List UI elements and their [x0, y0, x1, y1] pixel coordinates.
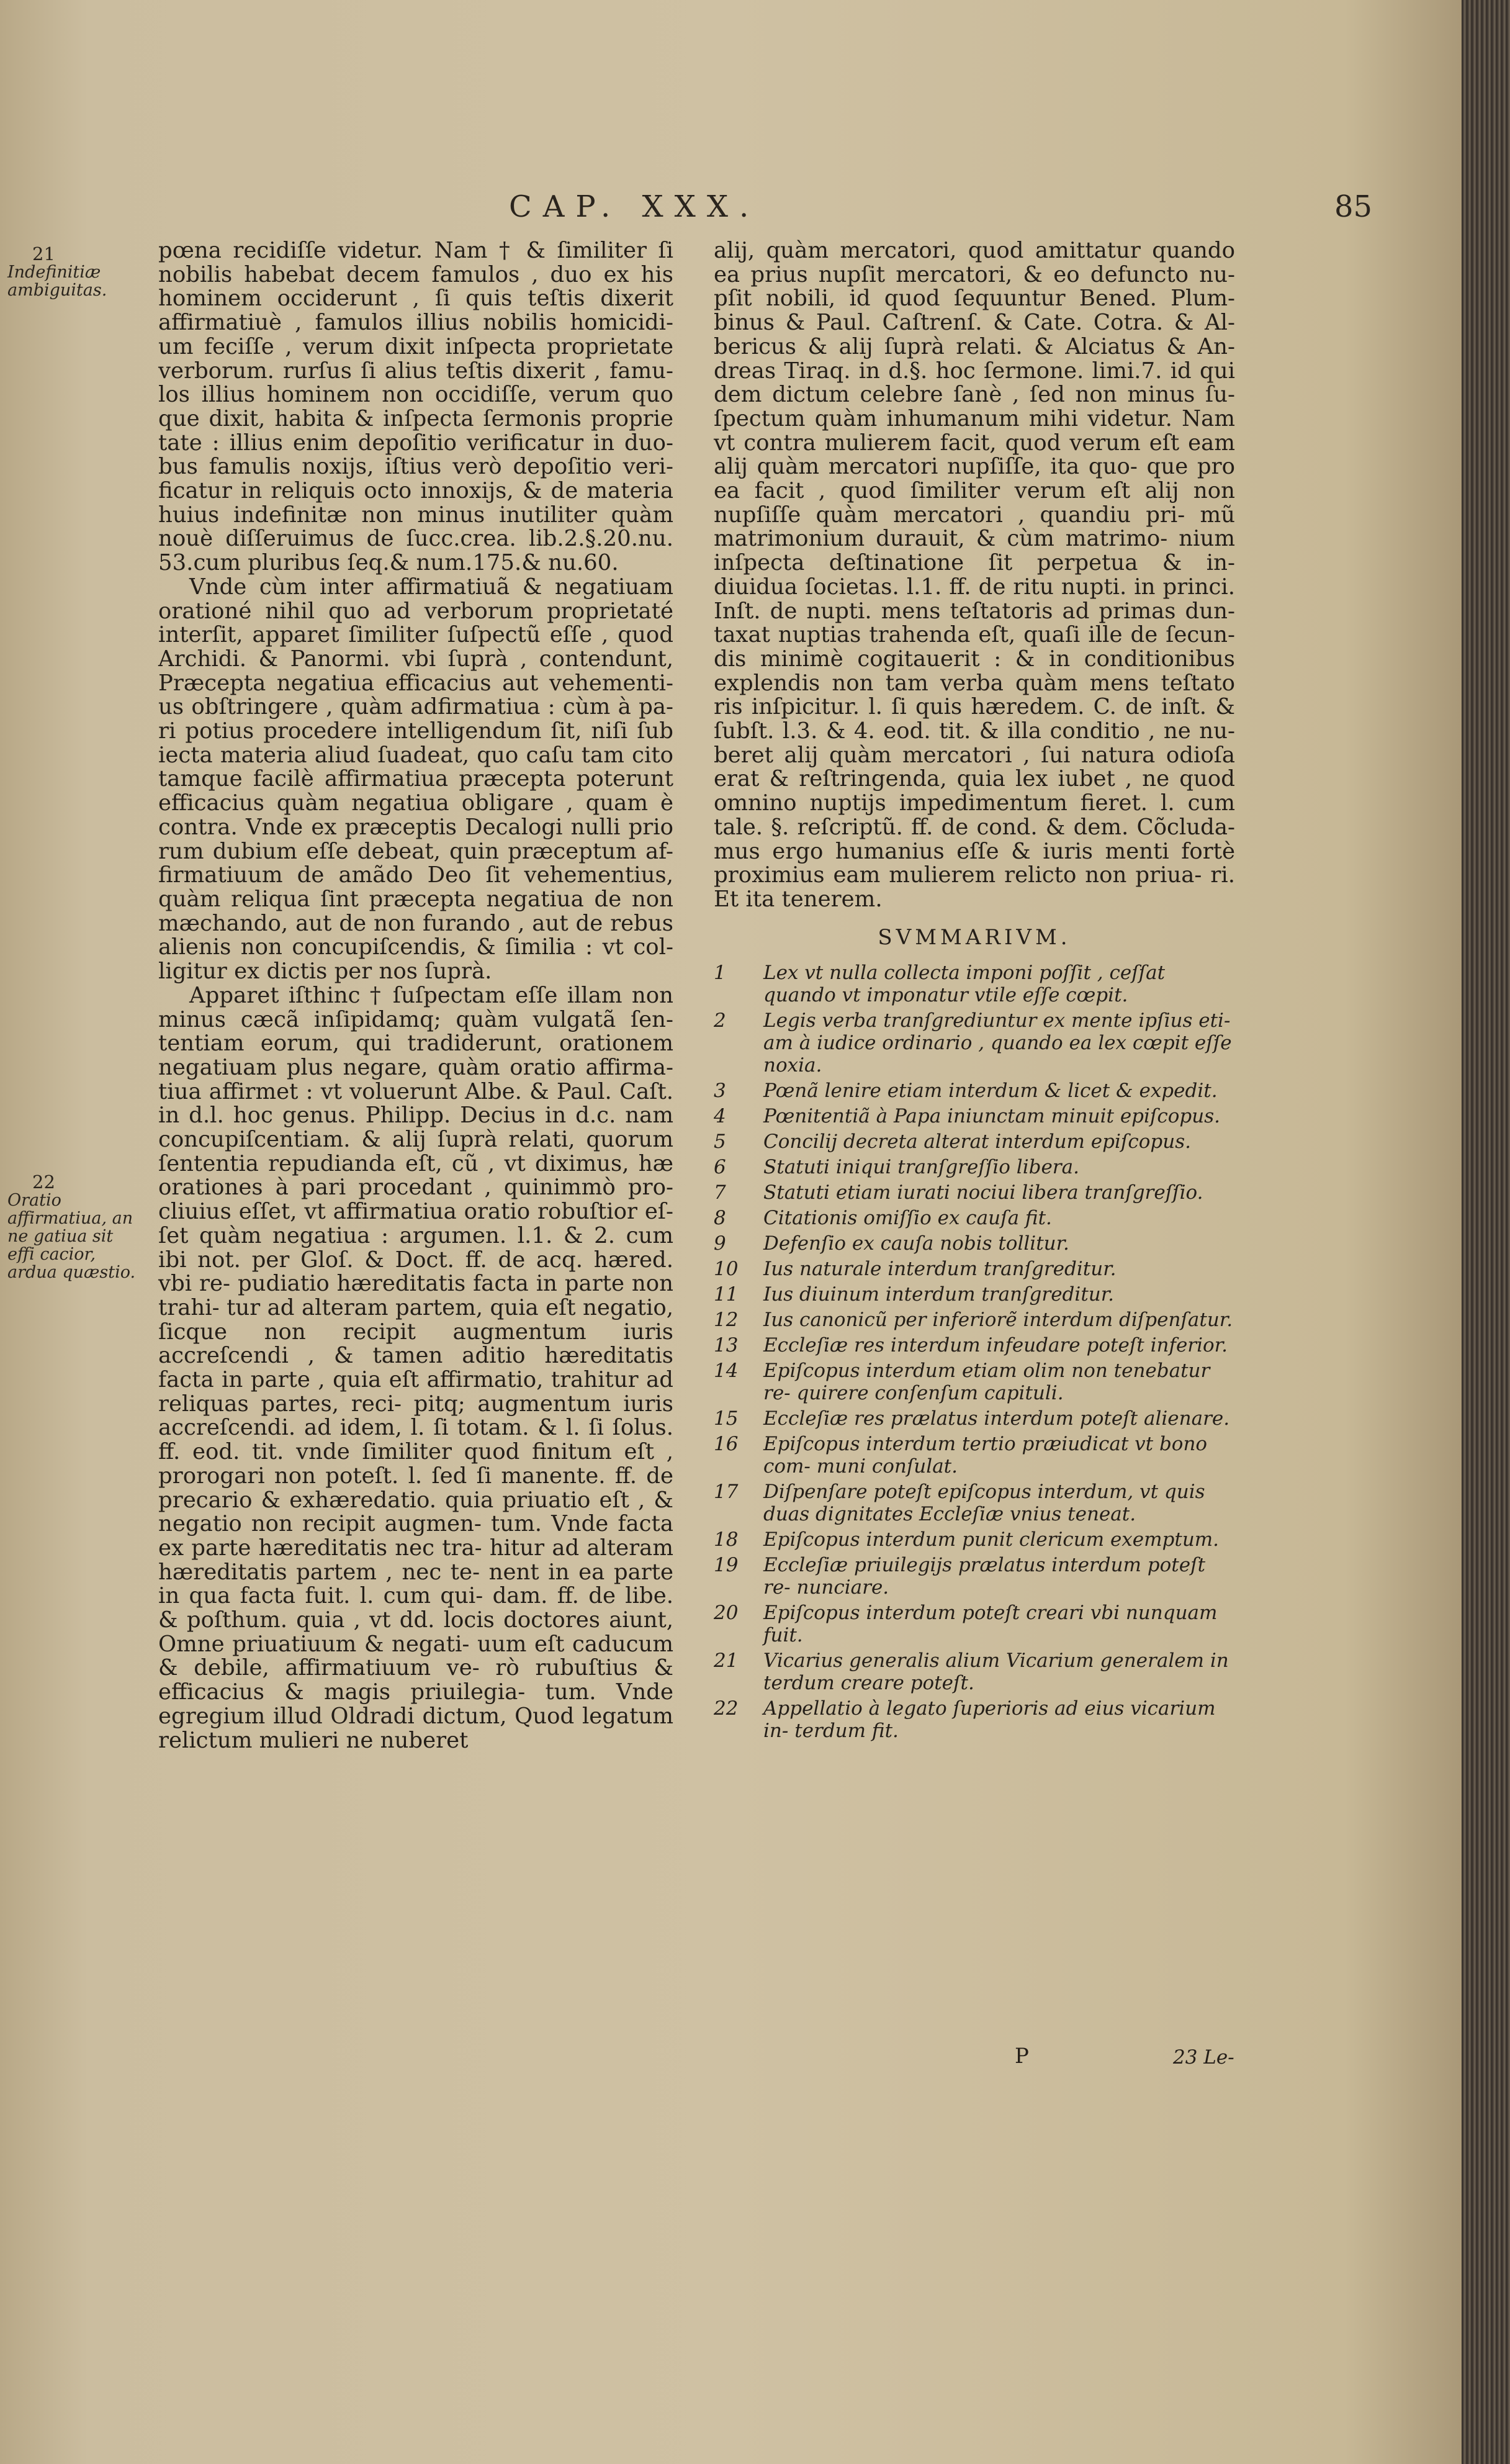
- catchword: 23 Le-: [1173, 2046, 1234, 2069]
- margin-note-21: [7, 245, 138, 299]
- list-item: 19 Eccleſiæ priuilegijs prælatus interdum poteſt re- nunciare.: [714, 1554, 1206, 1599]
- list-item: 14 Epiſcopus interdum etiam olim non tenebatur re- quirere conſenſum capituli.: [714, 1360, 1210, 1405]
- list-item: 13 Eccleſiæ res interdum infeudare poteſt inferior.: [714, 1334, 1228, 1357]
- paragraph: Vnde cùm inter affirmatiuã & negatiuam orationé nihil quo ad verborum proprietaté interſit, apparet ſimiliter ſuſpectũ eſſe , quod Archidi. & Panormi. vbi ſuprà , contendunt, Præcepta negatiua efficacius aut vehementi- us obſtringere , quàm adfirmatiua : cùm à pa- ri potius procedere intelligendum ſit, niſi ſub iecta materia aliud ſuadeat, quo caſu tam cito tamque facilè affirmatiua præcepta poterunt efficacius quàm negatiua obligare , quam è contra. Vnde ex præceptis Decalogi nulli prio rum dubium eſſe debeat, quin præceptum af- firmatiuum de amãdo Deo ſit vehementius, quàm reliqua ſint præcepta negatiua de non mæchando, aut de non furando , aut de rebus alienis non concupiſcendis, & ſimilia : vt col- ligitur ex dictis per nos ſuprà.: [158, 574, 673, 985]
- running-head: CAP. XXX.: [509, 189, 760, 224]
- list-item: 4 Pœnitentiã à Papa iniunctam minuit epiſcopus.: [714, 1105, 1220, 1128]
- page-header: [0, 189, 1462, 239]
- list-item: 20 Epiſcopus interdum poteſt creari vbi nunquam fuit.: [714, 1602, 1218, 1647]
- margin-note-text: Oratio affirmatiua, an ne gatiua sit effi cacior, ardua quæstio.: [7, 1191, 136, 1282]
- list-item: 9 Defenſio ex cauſa nobis tollitur.: [714, 1232, 1069, 1255]
- margin-note-number: 21: [32, 243, 55, 264]
- list-item: 3 Pœnã lenire etiam interdum & licet & expedit.: [714, 1080, 1218, 1103]
- list-item: 21 Vicarius generalis alium Vicarium generalem in terdum creare poteſt.: [714, 1649, 1229, 1695]
- signature-mark: P: [1015, 2044, 1029, 2069]
- list-item: 2 Legis verba tranſgrediuntur ex mente ipſius eti- am à iudice ordinario , quando ea lex cœpit eſſe noxia.: [714, 1009, 1232, 1077]
- list-item: 22 Appellatio à legato ſuperioris ad eius vicarium in- terdum fit.: [714, 1697, 1216, 1743]
- summarium-list: [714, 962, 1235, 1742]
- right-text-column: [714, 239, 1235, 1745]
- list-item: 11 Ius diuinum interdum tranſgreditur.: [714, 1283, 1115, 1306]
- page-number: 85: [1334, 189, 1373, 224]
- book-edge: [1462, 0, 1510, 2464]
- list-item: 12 Ius canonicũ per inferiorẽ interdum diſpenſatur.: [714, 1309, 1233, 1332]
- list-item: 8 Citationis omiſſio ex cauſa fit.: [714, 1207, 1052, 1230]
- list-item: 1 Lex vt nulla collecta imponi poſſit , ceſſat quando vt imponatur vtile eſſe cœpit.: [714, 962, 1166, 1007]
- list-item: 15 Eccleſiæ res prælatus interdum poteſt alienare.: [714, 1407, 1230, 1430]
- paragraph: Apparet iſthinc † ſuſpectam eſſe illam non minus cæcã inſipidamq; quàm vulgatã ſen- tentiam eorum, qui tradiderunt, orationem negatiuam plus negare, quàm oratio affirma- tiua affirmet : vt voluerunt Albe. & Paul. Caſt. in d.l. hoc genus. Philipp. Decius in d.c. nam concupiſcentiam. & alij ſuprà relati, quorum ſententia repudianda eſt, cũ , vt diximus, hæ orationes à pari procedant , quinimmò pro- cliuius eſſet, vt affirmatiua oratio robuſtior eſ- ſet quàm negatiua : argumen. l.1. & 2. cum ibi not. per Gloſ. & Doct. ff. de acq. hæred. vbi re- pudiatio hæreditatis facta in parte non trahi- tur ad alteram partem, quia eſt negatio, ſicque non recipit augmentum iuris accreſcendi , & tamen aditio hæreditatis facta in parte , quia eſt affirmatio, trahitur ad reliquas partes, reci- pitq; augmentum iuris accreſcendi. ad idem, l. ſi totam. & l. ſi ſolus. ff. eod. tit. vnde ſimiliter quod finitum eſt , prorogari non poteſt. l. ſed ſi manente. ff. de precario & exhæredatio. quia priuatio eſt , & negatio non recipit augmen- tum. Vnde facta ex parte hæreditatis nec tra- hitur ad alteram hæreditatis partem , nec te- nent in ea parte in qua facta fuit. l. cum qui- dam. ff. de libe. & poſthum. quia , vt dd. locis doctores aiunt, Omne priuatiuum & negati- uum eſt caducum & debile, affirmatiuum ve- rò rubuſtius & efficacius & magis priuilegia- tum. Vnde egregium illud Oldradi dictum, Quod legatum relictum mulieri ne nuberet: [158, 982, 673, 1753]
- paragraph: alij, quàm mercatori, quod amittatur quando ea prius nupſit mercatori, & eo defuncto nu- pſit nobili, id quod ſequuntur Bened. Plum- binus & Paul. Caſtrenſ. & Cate. Cotra. & Al- bericus & alij ſuprà relati. & Alciatus & An- dreas Tiraq. in d.§. hoc ſermone. limi.7. id qui dem dictum celebre ſanè , ſed non minus ſu- ſpectum quàm inhumanum mihi videtur. Nam vt contra mulierem facit, quod verum eſt eam alij quàm mercatori nupſiſſe, ita quo- que pro ea facit , quod ſimiliter verum eſt alij non nupſiſſe quàm mercatori , quandiu pri- mũ matrimonium durauit, & cùm matrimo- nium inſpecta deſtinatione ſit perpetua & in- diuidua ſocietas. l.1. ff. de ritu nupti. in princi. Inſt. de nupti. mens teſtatoris ad primas dun- taxat nuptias trahenda eſt, quaſi ille de ſecun- dis minimè cogitauerit : & in conditionibus explendis non tam verba quàm mens teſtato ris inſpicitur. l. ſi quis hæredem. C. de inſt. & ſubſt. l.3. & 4. eod. tit. & illa conditio , ne nu- beret alij quàm mercatori , ſui natura odioſa erat & reſtringenda, quia lex iubet , ne quod omnino nuptijs impedimentum fieret. l. cum tale. §. reſcriptũ. ff. de cond. & dem. Cõcluda- mus ergo humanius eſſe & iuris menti fortè proximius eam mulierem relicto non priua- ri. Et ita tenerem.: [714, 238, 1235, 912]
- list-item: 5 Concilij decreta alterat interdum epiſcopus.: [714, 1130, 1191, 1153]
- margin-note-text: Indefinitiæ ambiguitas.: [7, 263, 107, 300]
- summarium-title: SVMMARIVM.: [878, 924, 1071, 950]
- list-item: 18 Epiſcopus interdum punit clericum exemptum.: [714, 1528, 1220, 1551]
- list-item: 6 Statuti iniqui tranſgreſſio libera.: [714, 1156, 1079, 1179]
- list-item: 17 Diſpenſare poteſt epiſcopus interdum, vt quis duas dignitates Eccleſiæ vnius teneat.: [714, 1481, 1205, 1526]
- page-footer: [714, 2044, 1235, 2075]
- paragraph: pœna recidiſſe videtur. Nam † & ſimiliter ſi nobilis habebat decem famulos , duo ex his hominem occiderunt , ſi quis teſtis dixerit affirmatiuè , famulos illius nobilis homicidi- um feciſſe , verum dixit inſpecta proprietate verborum. rurſus ſi alius teſtis dixerit , famu- los illius hominem non occidiſſe, verum quo que dixit, habita & inſpecta ſermonis proprie tate : illius enim depoſitio verificatur in duo- bus famulis noxijs, iſtius verò depoſitio veri- ficatur in reliquis octo innoxijs, & de materia huius indefinitæ non minus inutiliter quàm nouè diſſeruimus de ſucc.crea. lib.2.§.20.nu. 53.cum pluribus ſeq.& num.175.& nu.60.: [158, 238, 673, 576]
- margin-note-number: 22: [32, 1171, 55, 1193]
- list-item: 10 Ius naturale interdum tranſgreditur.: [714, 1258, 1117, 1281]
- margin-note-22: [7, 1173, 138, 1281]
- left-text-column: [158, 239, 673, 1753]
- list-item: 16 Epiſcopus interdum tertio præiudicat vt bono com- muni conſulat.: [714, 1433, 1208, 1478]
- list-item: 7 Statuti etiam iurati nociui libera tranſgreſſio.: [714, 1181, 1203, 1204]
